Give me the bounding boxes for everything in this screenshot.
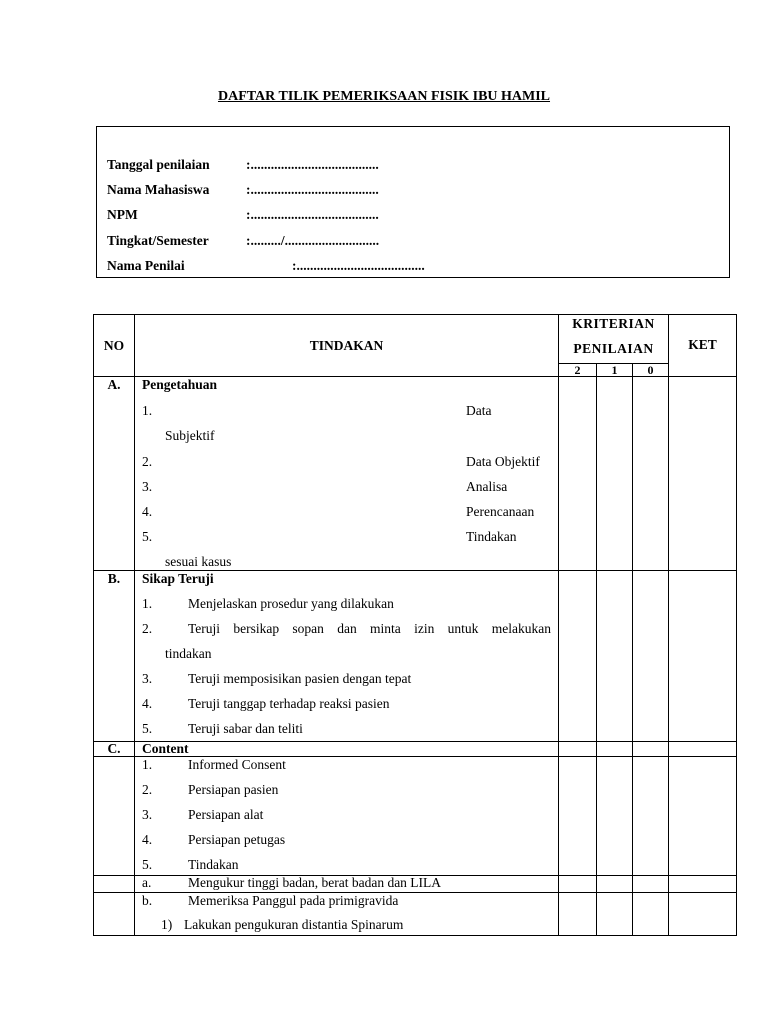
- sub-b-content: [135, 893, 559, 936]
- header-score-1: 1: [597, 364, 633, 377]
- item-a5-num: 5.: [142, 529, 153, 544]
- item-b2-word: Teruji: [188, 621, 221, 636]
- sub-a-no: [94, 876, 135, 893]
- section-a-content: [135, 377, 559, 571]
- header-kriteria: [559, 315, 669, 364]
- score-c-items-1[interactable]: [597, 757, 633, 876]
- score-b-2[interactable]: [559, 571, 597, 742]
- item-b2-cont: tindakan: [165, 646, 212, 661]
- sub-b-text: Memeriksa Panggul pada primigravida: [188, 893, 399, 908]
- item-a1-num: 1.: [142, 403, 153, 418]
- item-b3-num: 3.: [142, 671, 153, 686]
- item-c1-text: Informed Consent: [188, 757, 286, 772]
- header-score-0: 0: [633, 364, 669, 377]
- item-b2-word: untuk: [447, 621, 479, 636]
- header-tindakan: TINDAKAN: [135, 315, 559, 377]
- item-b2-word: minta: [370, 621, 401, 636]
- item-c3-text: Persiapan alat: [188, 807, 264, 822]
- section-b-no-label: B.: [107, 571, 121, 586]
- item-b3-text: Teruji memposisikan pasien dengan tepat: [188, 671, 412, 686]
- sub-b-row: [94, 893, 737, 936]
- item-a3-text: Analisa: [466, 479, 508, 494]
- item-b2-text: [188, 621, 551, 637]
- score-b-1[interactable]: [597, 571, 633, 742]
- section-b-no: [94, 571, 135, 742]
- header-score-2: 2: [559, 364, 597, 377]
- item-b2-word: bersikap: [233, 621, 280, 636]
- info-value-tanggal[interactable]: :......................................: [246, 157, 379, 172]
- item-c2-num: 2.: [142, 782, 153, 797]
- score-sub-b-2[interactable]: [559, 893, 597, 936]
- section-c-items: [135, 757, 559, 876]
- ket-c[interactable]: [669, 742, 737, 757]
- sub-b-num: b.: [142, 893, 153, 908]
- identity-box: [96, 126, 730, 278]
- section-c-items-row: [94, 757, 737, 876]
- item-b2-word: izin: [414, 621, 435, 636]
- header-no: NO: [94, 315, 135, 377]
- section-c-row: [94, 742, 737, 757]
- sub-a-num: a.: [142, 875, 152, 890]
- item-c5-num: 5.: [142, 857, 153, 872]
- section-a-title: Pengetahuan: [142, 377, 218, 392]
- item-b1-text: Menjelaskan prosedur yang dilakukan: [188, 596, 394, 611]
- item-a4-text: Perencanaan: [466, 504, 535, 519]
- info-label-tanggal: Tanggal penilaian: [107, 157, 210, 172]
- header-ket: KET: [669, 315, 737, 377]
- section-b-content: [135, 571, 559, 742]
- item-c4-text: Persiapan petugas: [188, 832, 286, 847]
- score-sub-a-1[interactable]: [597, 876, 633, 893]
- item-a1-text: Data: [466, 403, 492, 418]
- score-sub-b-0[interactable]: [633, 893, 669, 936]
- info-label-npm: NPM: [107, 207, 138, 222]
- score-sub-b-1[interactable]: [597, 893, 633, 936]
- page-title: DAFTAR TILIK PEMERIKSAAN FISIK IBU HAMIL: [217, 89, 551, 104]
- info-label-tingkat: Tingkat/Semester: [107, 233, 209, 248]
- item-a1-cont: Subjektif: [165, 428, 215, 443]
- info-value-npm[interactable]: :......................................: [246, 207, 379, 222]
- checklist-table: [93, 314, 737, 936]
- score-c-0[interactable]: [633, 742, 669, 757]
- score-a-2[interactable]: [559, 377, 597, 571]
- header-kriteria-line2: PENILAIAN: [573, 341, 654, 356]
- item-a2-text: Data Objektif: [466, 454, 540, 469]
- info-label-nama-penilai: Nama Penilai: [107, 258, 185, 273]
- item-b2-num: 2.: [142, 621, 153, 636]
- section-c-title-cell: [135, 742, 559, 757]
- section-c-no: [94, 742, 135, 757]
- ket-sub-a[interactable]: [669, 876, 737, 893]
- ket-a[interactable]: [669, 377, 737, 571]
- item-a2-num: 2.: [142, 454, 153, 469]
- item-b5-num: 5.: [142, 721, 153, 736]
- score-c-items-0[interactable]: [633, 757, 669, 876]
- section-a-row: [94, 377, 737, 571]
- item-b4-text: Teruji tanggap terhadap reaksi pasien: [188, 696, 390, 711]
- score-sub-a-2[interactable]: [559, 876, 597, 893]
- item-b2-word: melakukan: [491, 621, 551, 636]
- score-b-0[interactable]: [633, 571, 669, 742]
- item-a4-num: 4.: [142, 504, 153, 519]
- section-c-title: Content: [142, 741, 189, 756]
- item-a5-text: Tindakan: [466, 529, 517, 544]
- item-c2-text: Persiapan pasien: [188, 782, 279, 797]
- score-c-items-2[interactable]: [559, 757, 597, 876]
- item-a5-cont: sesuai kasus: [165, 555, 232, 569]
- section-c-items-no: [94, 757, 135, 876]
- info-label-nama-mahasiswa: Nama Mahasiswa: [107, 182, 210, 197]
- item-b1-num: 1.: [142, 596, 153, 611]
- section-a-no-label: A.: [107, 377, 121, 392]
- section-a-no: [94, 377, 135, 571]
- ket-b[interactable]: [669, 571, 737, 742]
- sub-a-text: Mengukur tinggi badan, berat badan dan LILA: [188, 875, 442, 890]
- section-b-row: [94, 571, 737, 742]
- item-c1-num: 1.: [142, 757, 153, 772]
- info-value-nama-mahasiswa[interactable]: :......................................: [246, 182, 379, 197]
- info-value-nama-penilai[interactable]: :......................................: [292, 258, 425, 273]
- item-c3-num: 3.: [142, 807, 153, 822]
- header-kriteria-line1: KRITERIAN: [572, 316, 655, 331]
- item-b2-word: sopan: [292, 621, 324, 636]
- item-b4-num: 4.: [142, 696, 153, 711]
- score-a-0[interactable]: [633, 377, 669, 571]
- score-sub-a-0[interactable]: [633, 876, 669, 893]
- item-a3-num: 3.: [142, 479, 153, 494]
- item-c4-num: 4.: [142, 832, 153, 847]
- info-value-tingkat[interactable]: :........./............................: [246, 233, 380, 248]
- item-c5-text: Tindakan: [188, 857, 239, 872]
- sub-b-no: [94, 893, 135, 936]
- sub-b1-text: Lakukan pengukuran distantia Spinarum: [184, 917, 404, 932]
- ket-c-items[interactable]: [669, 757, 737, 876]
- sub-a-row: [94, 876, 737, 893]
- score-a-1[interactable]: [597, 377, 633, 571]
- item-b5-text: Teruji sabar dan teliti: [188, 721, 303, 736]
- item-b2-word: dan: [337, 621, 357, 636]
- score-c-1[interactable]: [597, 742, 633, 757]
- sub-b1-num: 1): [161, 917, 173, 932]
- sub-a-content: [135, 876, 559, 893]
- score-c-2[interactable]: [559, 742, 597, 757]
- ket-sub-b[interactable]: [669, 893, 737, 936]
- section-c-no-label: C.: [107, 741, 121, 756]
- section-b-title: Sikap Teruji: [142, 571, 214, 586]
